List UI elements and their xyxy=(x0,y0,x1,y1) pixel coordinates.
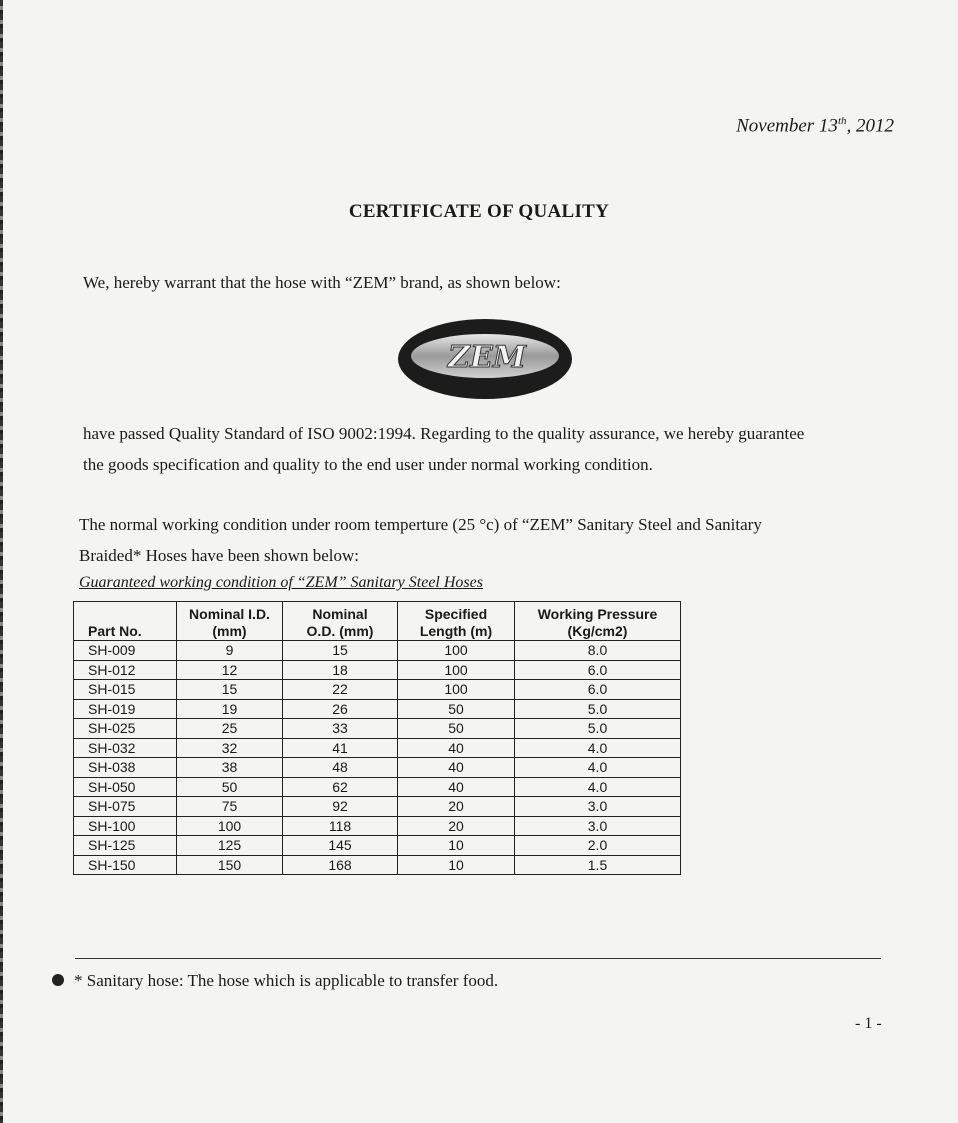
cell-nominal-od: 41 xyxy=(283,738,398,758)
table-row xyxy=(74,699,681,719)
document-date xyxy=(736,115,894,137)
cell-part-no: SH-100 xyxy=(74,816,177,836)
bullet-dot xyxy=(52,974,64,986)
table-row xyxy=(74,738,681,758)
cell-part-no: SH-038 xyxy=(74,758,177,778)
header-specified-length: Specified Length (m) xyxy=(398,602,515,641)
cell-length: 20 xyxy=(398,816,515,836)
cell-nominal-id: 150 xyxy=(177,855,283,875)
cell-length: 100 xyxy=(398,660,515,680)
cell-nominal-od: 145 xyxy=(283,836,398,856)
quality-statement xyxy=(83,418,883,480)
cell-nominal-od: 118 xyxy=(283,816,398,836)
cell-nominal-id: 9 xyxy=(177,641,283,661)
cell-part-no: SH-032 xyxy=(74,738,177,758)
cell-nominal-od: 62 xyxy=(283,777,398,797)
table-header-row xyxy=(74,602,681,641)
cell-part-no: SH-025 xyxy=(74,719,177,739)
header-working-pressure: Working Pressure (Kg/cm2) xyxy=(515,602,681,641)
cell-pressure: 2.0 xyxy=(515,836,681,856)
table-caption: Guaranteed working condition of “ZEM” Sanitary Steel Hoses xyxy=(79,574,483,591)
cell-nominal-od: 92 xyxy=(283,797,398,817)
cell-part-no: SH-012 xyxy=(74,660,177,680)
table-row xyxy=(74,719,681,739)
cell-length: 40 xyxy=(398,777,515,797)
date-year: , 2012 xyxy=(846,115,894,137)
cell-nominal-id: 75 xyxy=(177,797,283,817)
cell-length: 50 xyxy=(398,699,515,719)
cell-part-no: SH-075 xyxy=(74,797,177,817)
table-body xyxy=(74,641,681,875)
cell-part-no: SH-019 xyxy=(74,699,177,719)
cell-nominal-od: 168 xyxy=(283,855,398,875)
page-number: - 1 - xyxy=(855,1015,882,1032)
footnote-divider xyxy=(75,958,881,959)
cell-pressure: 1.5 xyxy=(515,855,681,875)
cell-part-no: SH-009 xyxy=(74,641,177,661)
table-row xyxy=(74,816,681,836)
working-condition-statement xyxy=(79,509,879,571)
cell-nominal-id: 15 xyxy=(177,680,283,700)
cell-nominal-id: 12 xyxy=(177,660,283,680)
footnote: * Sanitary hose: The hose which is applicable to transfer food. xyxy=(74,971,499,990)
cell-nominal-id: 32 xyxy=(177,738,283,758)
cell-pressure: 3.0 xyxy=(515,797,681,817)
cell-pressure: 5.0 xyxy=(515,719,681,739)
date-text: November 13 xyxy=(736,115,838,137)
cell-nominal-id: 38 xyxy=(177,758,283,778)
cell-nominal-od: 26 xyxy=(283,699,398,719)
certificate-title: CERTIFICATE OF QUALITY xyxy=(348,201,610,222)
cell-pressure: 8.0 xyxy=(515,641,681,661)
table-row xyxy=(74,777,681,797)
cell-nominal-od: 33 xyxy=(283,719,398,739)
table-row xyxy=(74,660,681,680)
table-row xyxy=(74,797,681,817)
working-condition-line-2: Braided* Hoses have been shown below: xyxy=(79,546,359,565)
cell-length: 100 xyxy=(398,641,515,661)
header-nominal-od: Nominal O.D. (mm) xyxy=(283,602,398,641)
cell-nominal-od: 15 xyxy=(283,641,398,661)
cell-nominal-id: 125 xyxy=(177,836,283,856)
cell-nominal-id: 25 xyxy=(177,719,283,739)
cell-part-no: SH-125 xyxy=(74,836,177,856)
table-row xyxy=(74,641,681,661)
cell-length: 20 xyxy=(398,797,515,817)
working-condition-line-1: The normal working condition under room temperture (25 °c) of “ZEM” Sanitary Steel and Sanitary xyxy=(79,515,762,534)
header-part-no: Part No. xyxy=(74,602,177,641)
intro-text: We, hereby warrant that the hose with “ZEM” brand, as shown below: xyxy=(83,273,561,292)
quality-statement-line-2: the goods specification and quality to the end user under normal working condition. xyxy=(83,455,653,474)
cell-pressure: 4.0 xyxy=(515,758,681,778)
cell-nominal-id: 19 xyxy=(177,699,283,719)
logo-text: ZEM xyxy=(448,340,526,375)
cell-pressure: 6.0 xyxy=(515,660,681,680)
cell-length: 10 xyxy=(398,836,515,856)
table-row xyxy=(74,855,681,875)
table-row xyxy=(74,836,681,856)
cell-nominal-id: 100 xyxy=(177,816,283,836)
cell-pressure: 6.0 xyxy=(515,680,681,700)
cell-part-no: SH-050 xyxy=(74,777,177,797)
cell-nominal-id: 50 xyxy=(177,777,283,797)
cell-pressure: 4.0 xyxy=(515,738,681,758)
cell-length: 40 xyxy=(398,738,515,758)
quality-statement-line-1: have passed Quality Standard of ISO 9002:1994. Regarding to the quality assurance, we hereby guarantee xyxy=(83,424,805,443)
scan-edge xyxy=(0,0,3,1123)
cell-pressure: 4.0 xyxy=(515,777,681,797)
cell-pressure: 3.0 xyxy=(515,816,681,836)
cell-pressure: 5.0 xyxy=(515,699,681,719)
cell-part-no: SH-150 xyxy=(74,855,177,875)
date-suffix: th xyxy=(837,115,847,127)
cell-length: 100 xyxy=(398,680,515,700)
cell-part-no: SH-015 xyxy=(74,680,177,700)
specification-table xyxy=(73,601,681,875)
cell-length: 50 xyxy=(398,719,515,739)
header-nominal-id: Nominal I.D. (mm) xyxy=(177,602,283,641)
cell-length: 10 xyxy=(398,855,515,875)
table-row xyxy=(74,680,681,700)
zem-logo xyxy=(397,318,573,400)
cell-nominal-od: 18 xyxy=(283,660,398,680)
table-row xyxy=(74,758,681,778)
cell-length: 40 xyxy=(398,758,515,778)
cell-nominal-od: 48 xyxy=(283,758,398,778)
cell-nominal-od: 22 xyxy=(283,680,398,700)
